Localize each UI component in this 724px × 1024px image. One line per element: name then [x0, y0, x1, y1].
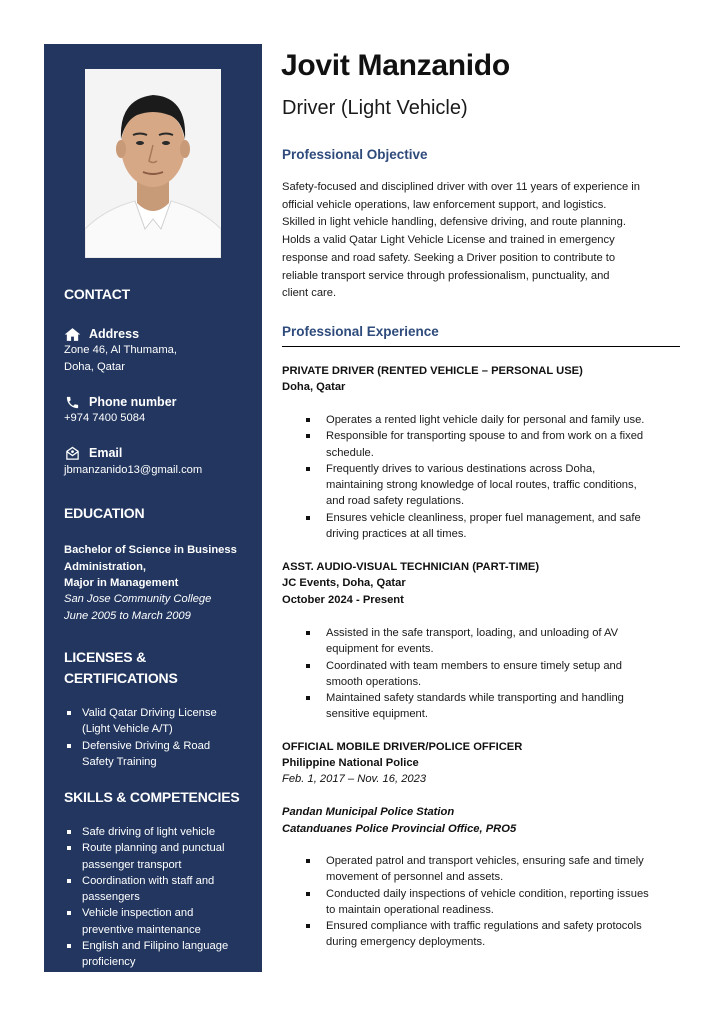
- job-bullet: [306, 853, 680, 886]
- job-location: JC Events, Doha, Qatar: [282, 577, 406, 589]
- job-bullet-line: during emergency deployments.: [326, 936, 486, 949]
- school: San Jose Community College: [64, 593, 212, 605]
- job-bullet-line: Ensured compliance with traffic regulations and safety protocols: [326, 920, 642, 933]
- job-bullets: [306, 625, 680, 723]
- skill-item-line: preventive maintenance: [82, 923, 201, 936]
- license-item-line: (Light Vehicle A/T): [82, 723, 173, 736]
- licenses-list: [64, 705, 254, 770]
- skill-item-line: Vehicle inspection and: [82, 907, 194, 920]
- skill-item-line: passenger transport: [82, 858, 182, 871]
- job-bullets: [306, 412, 680, 542]
- skills-heading: SKILLS & COMPETENCIES: [64, 789, 240, 805]
- skill-item: [64, 873, 254, 906]
- job-bullet-line: smooth operations.: [326, 675, 422, 688]
- email-label-text: Email: [89, 446, 123, 460]
- license-item-line: Safety Training: [82, 755, 157, 768]
- email-icon: [64, 446, 81, 461]
- job-bullet-line: Coordinated with team members to ensure timely setup and: [326, 659, 622, 672]
- address-label: [64, 326, 139, 342]
- objective-line: response and road safety. Seeking a Driver position to contribute to: [282, 251, 616, 264]
- job-bullet: [306, 690, 680, 723]
- job-bullet-line: and road safety regulations.: [326, 495, 465, 508]
- address-label-text: Address: [89, 327, 140, 341]
- candidate-name: Jovit Manzanido: [281, 49, 510, 82]
- job-title: OFFICIAL MOBILE DRIVER/POLICE OFFICER: [282, 741, 523, 753]
- email-label: [64, 445, 122, 461]
- skill-item-line: Coordination with staff and: [82, 874, 215, 887]
- job-bullet-line: to maintain operational readiness.: [326, 903, 494, 916]
- degree-line: Bachelor of Science in Business: [64, 544, 237, 556]
- degree-line: Major in Management: [64, 577, 179, 589]
- job-title: PRIVATE DRIVER (RENTED VEHICLE – PERSONAL USE): [282, 365, 583, 377]
- objective-line: Safety-focused and disciplined driver with over 11 years of experience in: [282, 181, 640, 193]
- skill-item-line: Route planning and punctual: [82, 842, 225, 855]
- licenses-heading: [64, 647, 178, 689]
- job-bullet-line: Operates a rented light vehicle daily for personal and family use.: [326, 414, 645, 426]
- education-dates: June 2005 to March 2009: [64, 610, 191, 622]
- phone-value: +974 7400 5084: [64, 412, 146, 424]
- skill-item: [64, 938, 254, 971]
- job-location: Doha, Qatar: [282, 381, 346, 393]
- job-dates: Feb. 1, 2017 – Nov. 16, 2023: [282, 773, 427, 785]
- candidate-role: Driver (Light Vehicle): [282, 97, 468, 119]
- job-bullet-line: Conducted daily inspections of vehicle condition, reporting issues: [326, 887, 649, 900]
- job-bullet: [306, 412, 680, 428]
- phone-icon: [64, 395, 81, 410]
- job-bullet-line: Operated patrol and transport vehicles, ensuring safe and timely: [326, 855, 644, 867]
- license-item-line: Defensive Driving & Road: [82, 739, 211, 752]
- sidebar: [44, 44, 262, 972]
- job-bullets: [306, 853, 680, 951]
- license-item: [64, 705, 254, 738]
- address-line: Zone 46, Al Thumama,: [64, 344, 177, 356]
- objective-heading: Professional Objective: [282, 147, 428, 162]
- phone-label: [64, 394, 177, 410]
- objective-line: Skilled in light vehicle handling, defensive driving, and route planning.: [282, 216, 626, 229]
- skill-item-line: English and Filipino language: [82, 940, 229, 953]
- job-dates: October 2024 - Present: [282, 594, 404, 606]
- licenses-heading-line: CERTIFICATIONS: [64, 670, 178, 686]
- skill-item-line: proficiency: [82, 956, 136, 969]
- home-icon: [64, 327, 81, 342]
- skill-item: [64, 840, 254, 873]
- job-bullet-line: Frequently drives to various destinations across Doha,: [326, 462, 596, 475]
- experience-divider: [282, 346, 680, 347]
- objective-text: [282, 179, 682, 303]
- job-location: Philippine National Police: [282, 757, 419, 769]
- job-bullet: [306, 510, 680, 543]
- skill-item-line: passengers: [82, 891, 140, 904]
- license-item-line: Valid Qatar Driving License: [82, 707, 217, 719]
- skill-item-line: Safe driving of light vehicle: [82, 826, 216, 838]
- email-value: jbmanzanido13@gmail.com: [64, 464, 203, 476]
- job-bullet-line: Maintained safety standards while transporting and handling: [326, 692, 624, 705]
- job-bullet: [306, 658, 680, 691]
- job-bullet-line: Assisted in the safe transport, loading, and unloading of AV: [326, 627, 619, 639]
- job-title: ASST. AUDIO-VISUAL TECHNICIAN (PART-TIME): [282, 561, 540, 573]
- skills-list: [64, 824, 254, 971]
- job-bullet: [306, 918, 680, 951]
- objective-line: Holds a valid Qatar Light Vehicle License and trained in emergency: [282, 234, 615, 247]
- job-bullet: [306, 428, 680, 461]
- job-station: Pandan Municipal Police Station: [282, 806, 455, 818]
- objective-line: client care.: [282, 287, 337, 300]
- profile-photo-image: [85, 69, 221, 258]
- job-bullet-line: maintaining strong knowledge of local routes, traffic conditions,: [326, 479, 637, 492]
- job-bullet-line: driving practices at all times.: [326, 528, 467, 541]
- contact-heading: CONTACT: [64, 286, 130, 302]
- objective-line: official vehicle operations, law enforcement support, and logistics.: [282, 198, 607, 211]
- job-bullet: [306, 625, 680, 658]
- job-office: Catanduanes Police Provincial Office, PRO5: [282, 823, 517, 835]
- job-bullet-line: sensitive equipment.: [326, 708, 428, 721]
- job-bullet-line: Ensures vehicle cleanliness, proper fuel management, and safe: [326, 511, 641, 524]
- degree: [64, 542, 254, 592]
- job-bullet-line: equipment for events.: [326, 643, 434, 656]
- profile-photo: [85, 69, 221, 258]
- job-bullet: [306, 886, 680, 919]
- phone-label-text: Phone number: [89, 395, 177, 409]
- education-heading: EDUCATION: [64, 505, 145, 521]
- experience-heading: Professional Experience: [282, 324, 439, 339]
- objective-line: reliable transport service through professionalism, punctuality, and: [282, 269, 610, 282]
- license-item: [64, 738, 254, 771]
- address-value: [64, 342, 254, 375]
- skill-item: [64, 905, 254, 938]
- job-bullet-line: schedule.: [326, 446, 374, 459]
- job-bullet-line: movement of personnel and assets.: [326, 871, 504, 884]
- skill-item: [64, 824, 254, 840]
- licenses-heading-line: LICENSES &: [64, 649, 147, 665]
- degree-line: Administration,: [64, 560, 147, 573]
- job-bullet: [306, 461, 680, 510]
- address-line: Doha, Qatar: [64, 360, 125, 373]
- job-bullet-line: Responsible for transporting spouse to and from work on a fixed: [326, 430, 644, 443]
